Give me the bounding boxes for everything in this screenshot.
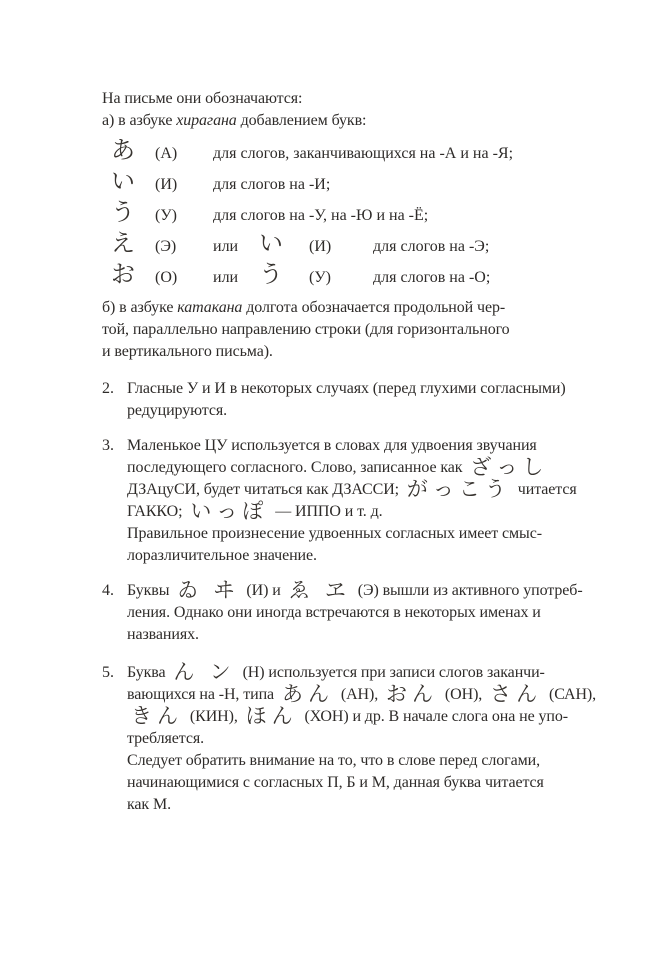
text-run: (Н) используется при записи слогов заканчи- — [238, 664, 545, 681]
list-item-4 — [102, 578, 583, 646]
kana-reading: (Э) — [155, 238, 177, 255]
text-run: вающихся на -Н, типа — [127, 686, 278, 703]
item-body — [127, 378, 567, 422]
kana-glyph: う — [259, 262, 283, 288]
list-item-2 — [102, 378, 567, 422]
paragraph-line: начинающимися с согласных П, Б и М, данная буква читается — [127, 774, 544, 791]
paragraph-line: Правильное произнесение удвоенных согласных имеет смыс- — [127, 525, 542, 542]
paragraph-line: Маленькое ЦУ используется в словах для удвоения звучания — [127, 437, 537, 454]
kana-glyph: い — [259, 231, 283, 257]
text-run: (И) и — [242, 582, 285, 599]
kana-description: для слогов на -Э; — [373, 238, 490, 255]
paragraph-line: ления. Однако они иногда встречаются в некоторых именах и — [127, 604, 541, 621]
kana-description: для слогов на -О; — [373, 269, 491, 286]
item-number: 5. — [102, 664, 114, 681]
kana-glyph: お — [111, 262, 135, 288]
text-run: Буквы — [127, 582, 174, 599]
kana-glyph: え — [111, 231, 135, 257]
conjunction-or: или — [213, 238, 239, 255]
text-run: (ОН), — [441, 686, 487, 703]
kana-run: ゐ ヰ — [177, 578, 240, 602]
kana-glyph: う — [111, 200, 135, 226]
kana-reading: (А) — [155, 145, 178, 162]
paragraph-line — [127, 662, 567, 684]
text-run: (ХОН) и др. В начале слога она не упо- — [300, 708, 568, 725]
text-run: ДЗАцуСИ, будет читаться как ДЗАССИ; — [127, 481, 403, 498]
item-number: 2. — [102, 380, 114, 397]
kana-row — [111, 170, 567, 201]
italic-term: хирагана — [176, 112, 237, 129]
numbered-list — [102, 378, 597, 816]
kana-description: для слогов, заканчивающихся на -А и на -Я; — [213, 145, 514, 162]
kana-run: きん — [131, 704, 183, 728]
paragraph-line — [102, 110, 567, 132]
item-body — [127, 435, 577, 567]
kana-reading: (У) — [155, 207, 177, 224]
paragraph-line — [127, 706, 567, 728]
text-run: (КИН), — [186, 708, 242, 725]
kana-reading: (И) — [309, 238, 332, 255]
italic-term: катакана — [177, 299, 243, 316]
item-body — [127, 660, 597, 816]
kana-run: いっぽ — [190, 499, 269, 523]
kana-row — [111, 139, 567, 170]
kana-description: для слогов на -И; — [213, 176, 331, 193]
kana-run: ん ン — [173, 660, 236, 684]
intro-paragraph — [102, 88, 567, 132]
paragraph-line: как М. — [127, 796, 172, 813]
list-item-3 — [102, 435, 577, 567]
kana-reading: (И) — [155, 176, 178, 193]
paragraph-line: редуцируются. — [127, 402, 228, 419]
paragraph-line — [127, 682, 597, 706]
text-run: последующего согласного. Слово, записанное как — [127, 459, 467, 476]
text-run: — ИППО и т. д. — [271, 503, 383, 520]
kana-run: あん — [281, 682, 334, 706]
text-run: читается — [513, 481, 577, 498]
kana-run: おん — [386, 682, 439, 706]
text-run: (АН), — [336, 686, 383, 703]
kana-run: がっこう — [406, 477, 511, 501]
kana-description: для слогов на -У, на -Ю и на -Ё; — [213, 207, 429, 224]
text-run: ГАККО; — [127, 503, 187, 520]
kana-row — [111, 263, 567, 294]
conjunction-or: или — [213, 269, 239, 286]
text-run: добавлением букв: — [236, 112, 367, 129]
kana-glyph: あ — [111, 138, 135, 164]
paragraph-line: названиях. — [127, 626, 199, 643]
paragraph-b — [102, 297, 567, 363]
item-number: 4. — [102, 582, 114, 599]
paragraph-line — [127, 477, 577, 501]
paragraph-line — [127, 501, 567, 523]
paragraph-line: Следует обратить внимание на то, что в слове перед слогами, — [127, 752, 540, 769]
text-run: (Э) вышли из активного употреб- — [353, 582, 583, 599]
kana-run: ざっし — [470, 455, 549, 479]
kana-run: ほん — [245, 704, 298, 728]
kana-row — [111, 201, 567, 232]
kana-reading: (У) — [309, 269, 331, 286]
paragraph-line — [127, 457, 567, 479]
text-run: Буква — [127, 664, 170, 681]
paragraph-line: требляется. — [127, 730, 205, 747]
kana-reading: (О) — [155, 269, 178, 286]
text-run: а) в азбуке — [102, 112, 177, 129]
kana-run: さん — [490, 682, 543, 706]
list-item-5 — [102, 660, 597, 816]
kana-list — [111, 139, 567, 294]
paragraph-line: и вертикального письма). — [102, 343, 273, 360]
item-body — [127, 578, 583, 646]
paragraph-line: На письме они обозначаются: — [102, 90, 303, 107]
paragraph-line — [102, 297, 567, 319]
kana-row — [111, 232, 567, 263]
paragraph-line: той, параллельно направлению строки (для горизонтального — [102, 321, 510, 338]
kana-run: ゑ ヱ — [288, 578, 351, 602]
paragraph-line — [127, 578, 583, 602]
kana-glyph: い — [111, 169, 135, 195]
item-number: 3. — [102, 437, 114, 454]
text-run: долгота обозначается продольной чер- — [242, 299, 506, 316]
paragraph-line: Гласные У и И в некоторых случаях (перед глухими согласными) — [127, 380, 566, 397]
text-run: б) в азбуке — [102, 299, 178, 316]
paragraph-line: лоразличительное значение. — [127, 547, 317, 564]
text-run: (САН), — [545, 686, 597, 703]
